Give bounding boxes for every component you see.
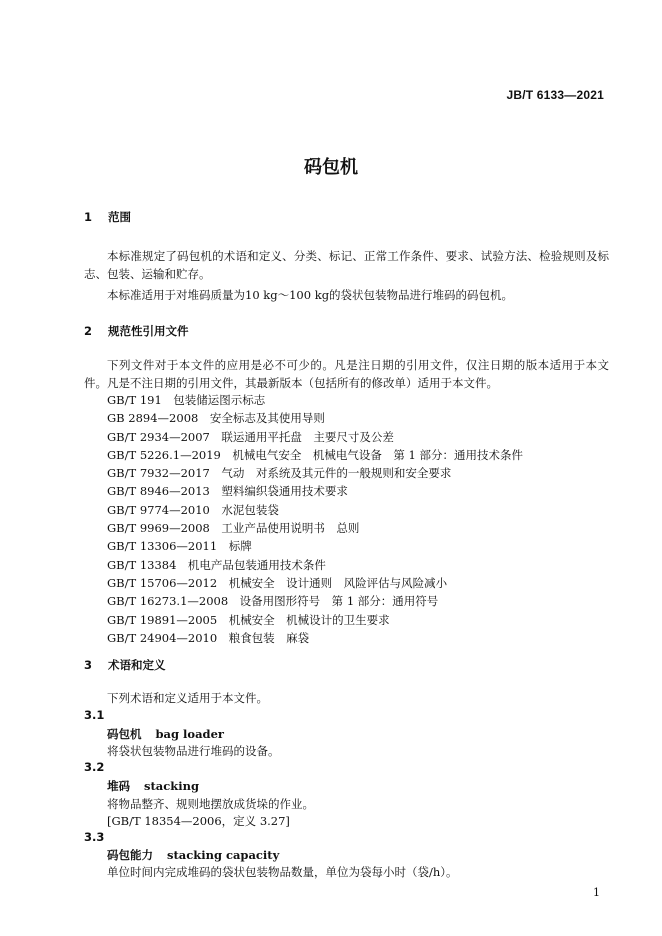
reference-item: GB/T 7932—2017 气动 对系统及其元件的一般规则和安全要求 xyxy=(107,466,452,481)
reference-item: GB 2894—2008 安全标志及其使用导则 xyxy=(107,411,325,426)
reference-item: GB/T 8946—2013 塑料编织袋通用技术要求 xyxy=(107,484,348,499)
term-english: bag loader xyxy=(155,727,224,741)
term-definition: 将袋状包装物品进行堆码的设备。 xyxy=(107,744,280,758)
section-number: 3 xyxy=(84,658,93,672)
reference-item: GB/T 9969—2008 工业产品使用说明书 总则 xyxy=(107,521,360,536)
term-chinese: 码包能力 xyxy=(107,848,153,862)
term-number: 3.3 xyxy=(84,830,105,844)
term-heading xyxy=(107,726,224,742)
document-title: 码包机 xyxy=(304,157,358,178)
page-number: 1 xyxy=(593,886,600,899)
scope-paragraph-1: 本标准规定了码包机的术语和定义、分类、标记、正常工作条件、要求、试验方法、检验规则及标志、包装、运输和贮存。 xyxy=(84,249,609,281)
references-intro: 下列文件对于本文件的应用是必不可少的。凡是注日期的引用文件，仅注日期的版本适用于本文件。凡是不注日期的引用文件，其最新版本（包括所有的修改单）适用于本文件。 xyxy=(84,358,609,390)
terms-intro: 下列术语和定义适用于本文件。 xyxy=(107,691,268,705)
term-number: 3.1 xyxy=(84,708,105,722)
section-3-heading xyxy=(84,657,166,673)
section-number: 2 xyxy=(84,324,93,338)
reference-item: GB/T 5226.1—2019 机械电气安全 机械电气设备 第 1 部分：通用技术条件 xyxy=(107,447,523,462)
reference-item: GB/T 13384 机电产品包装通用技术条件 xyxy=(107,557,326,572)
term-english: stacking capacity xyxy=(167,848,280,862)
reference-item: GB/T 2934—2007 联运通用平托盘 主要尺寸及公差 xyxy=(107,429,394,444)
section-1-heading xyxy=(84,209,131,225)
term-chinese: 堆码 xyxy=(107,779,130,793)
term-heading xyxy=(107,847,279,863)
section-number: 1 xyxy=(84,210,93,224)
term-chinese: 码包机 xyxy=(107,727,142,741)
section-title: 范围 xyxy=(108,210,132,224)
standard-code: JB/T 6133—2021 xyxy=(506,88,604,102)
term-source: [GB/T 18354—2006，定义 3.27] xyxy=(107,814,290,828)
section-title: 术语和定义 xyxy=(108,658,166,672)
term-heading xyxy=(107,778,199,794)
reference-item: GB/T 13306—2011 标牌 xyxy=(107,539,252,554)
term-english: stacking xyxy=(144,779,199,793)
reference-item: GB/T 15706—2012 机械安全 设计通则 风险评估与风险减小 xyxy=(107,575,448,590)
term-definition: 单位时间内完成堆码的袋状包装物品数量，单位为袋每小时（袋/h）。 xyxy=(107,865,458,879)
term-definition: 将物品整齐、规则地摆放成货垛的作业。 xyxy=(107,797,314,811)
section-title: 规范性引用文件 xyxy=(108,324,189,338)
reference-item: GB/T 19891—2005 机械安全 机械设计的卫生要求 xyxy=(107,612,390,627)
term-number: 3.2 xyxy=(84,760,105,774)
reference-item: GB/T 191 包装储运图示标志 xyxy=(107,393,266,407)
reference-item: GB/T 9774—2010 水泥包装袋 xyxy=(107,502,279,517)
reference-item: GB/T 24904—2010 粮食包装 麻袋 xyxy=(107,630,310,645)
section-2-heading xyxy=(84,323,189,339)
reference-list xyxy=(107,391,523,647)
scope-paragraph-2: 本标准适用于对堆码质量为10 kg～100 kg的袋状包装物品进行堆码的码包机。 xyxy=(107,288,514,302)
reference-item: GB/T 16273.1—2008 设备用图形符号 第 1 部分：通用符号 xyxy=(107,594,439,609)
